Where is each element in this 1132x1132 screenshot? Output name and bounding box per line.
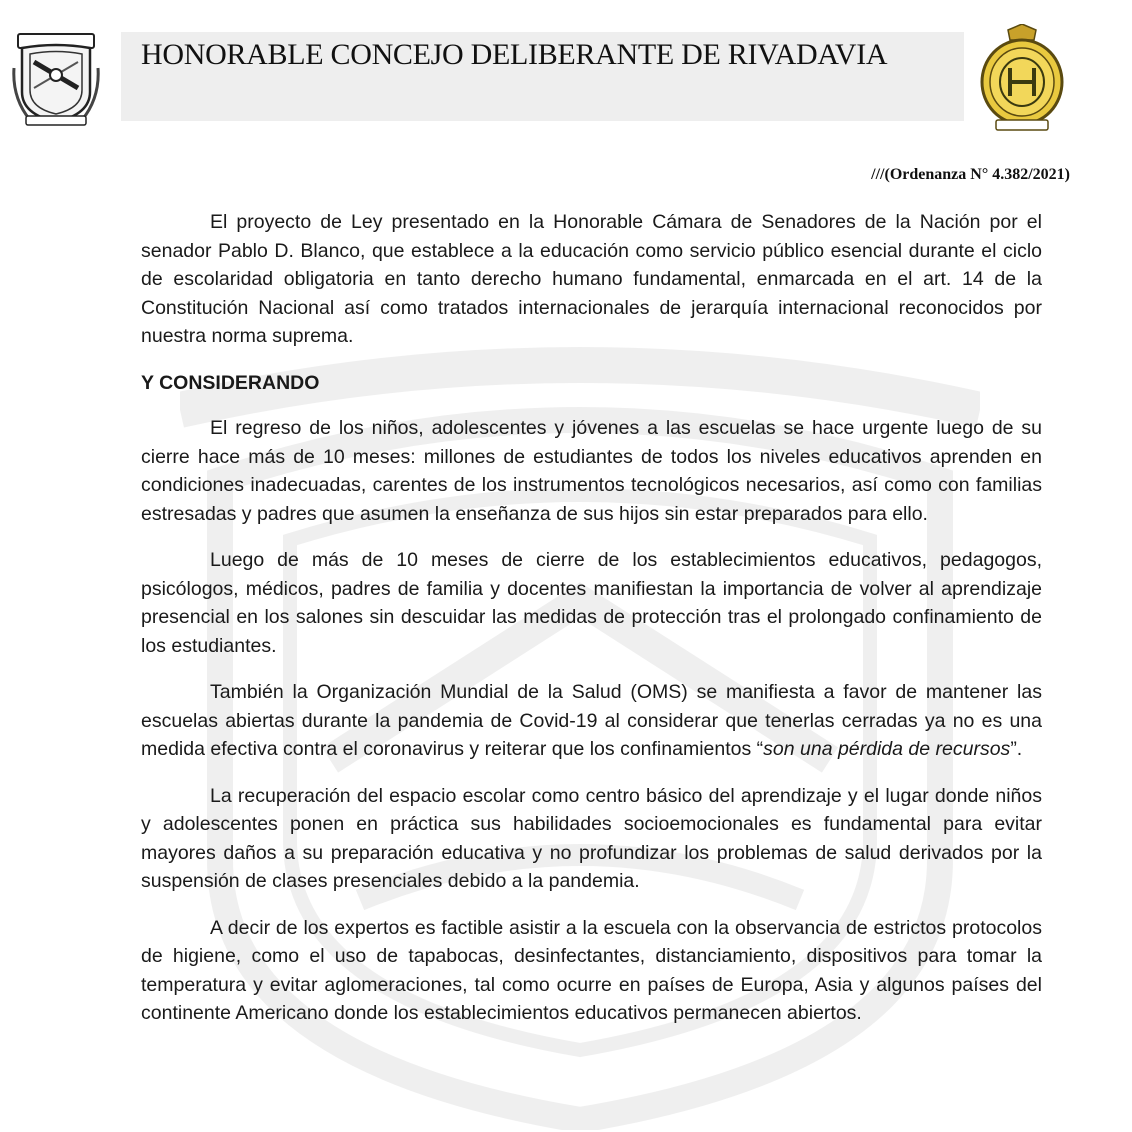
paragraph-school-return: El regreso de los niños, adolescentes y jóvenes a las escuelas se hace urgente luego de su cierre hace más de 10 meses: millones de estudiantes de todos los niveles educativos aprenden en condiciones inadecuadas, carentes de los instrumentos tecnológicos necesarios, así como con familias estresadas y padres que asumen la enseñanza de sus hijos sin estar preparados para ello. bbox=[141, 417, 1042, 525]
council-title: HONORABLE CONCEJO DELIBERANTE DE RIVADAVIA bbox=[141, 38, 888, 71]
oms-text-end: ”. bbox=[1010, 738, 1023, 760]
oms-text-start: También la Organización Mundial de la Salud (OMS) se manifiesta a favor de mantener las escuelas abiertas durante la pandemia de Covid-19 al considerar que tenerlas cerradas ya no es una medida efectiva contra el coronavirus y reiterar que los confinamientos “ bbox=[141, 681, 1042, 760]
paragraph-protocols: A decir de los expertos es factible asistir a la escuela con la observancia de estrictos protocolos de higiene, como el uso de tapabocas, desinfectantes, distanciamiento, dispositivos para tomar la temperatura y evitar aglomeraciones, tal como ocurre en países de Europa, Asia y algunos países del continente Americano donde los establecimientos educativos permanecen abiertos. bbox=[141, 916, 1042, 1024]
document-header bbox=[0, 0, 1132, 140]
document-body bbox=[141, 208, 1042, 1046]
title-band bbox=[121, 32, 964, 121]
section-heading-considerando: Y CONSIDERANDO bbox=[141, 371, 320, 394]
paragraph-school-space: La recuperación del espacio escolar como centro básico del aprendizaje y el lugar donde niños y adolescentes ponen en práctica sus habilidades socioemocionales es fundamental para evitar mayores daños a su preparación educativa y no profundizar los problemas de salud derivados por la suspensión de clases presenciales debido a la pandemia. bbox=[141, 784, 1042, 892]
oms-quote: son una pérdida de recursos bbox=[763, 738, 1011, 760]
paragraph-project-law: El proyecto de Ley presentado en la Honorable Cámara de Senadores de la Nación por el senador Pablo D. Blanco, que establece a la educación como servicio público esencial durante el ciclo de escolaridad obligatoria en tanto derecho humano fundamental, enmarcada en el art. 14 de la Constitución Nacional así como tratados internacionales de jerarquía internacional reconocidos por nuestra norma suprema. bbox=[141, 211, 1042, 347]
municipal-coat-of-arms-icon bbox=[12, 28, 100, 128]
paragraph-oms bbox=[141, 678, 1042, 764]
paragraph-experts-opinion: Luego de más de 10 meses de cierre de los establecimientos educativos, pedagogos, psicólogos, médicos, padres de familia y docentes manifiestan la importancia de volver al aprendizaje presencial en los salones sin descuidar las medidas de protección tras el prolongado confinamiento de los estudiantes. bbox=[141, 549, 1042, 657]
ordinance-reference: ///(Ordenanza N° 4.382/2021) bbox=[871, 166, 1070, 183]
hcd-seal-icon bbox=[974, 24, 1070, 134]
